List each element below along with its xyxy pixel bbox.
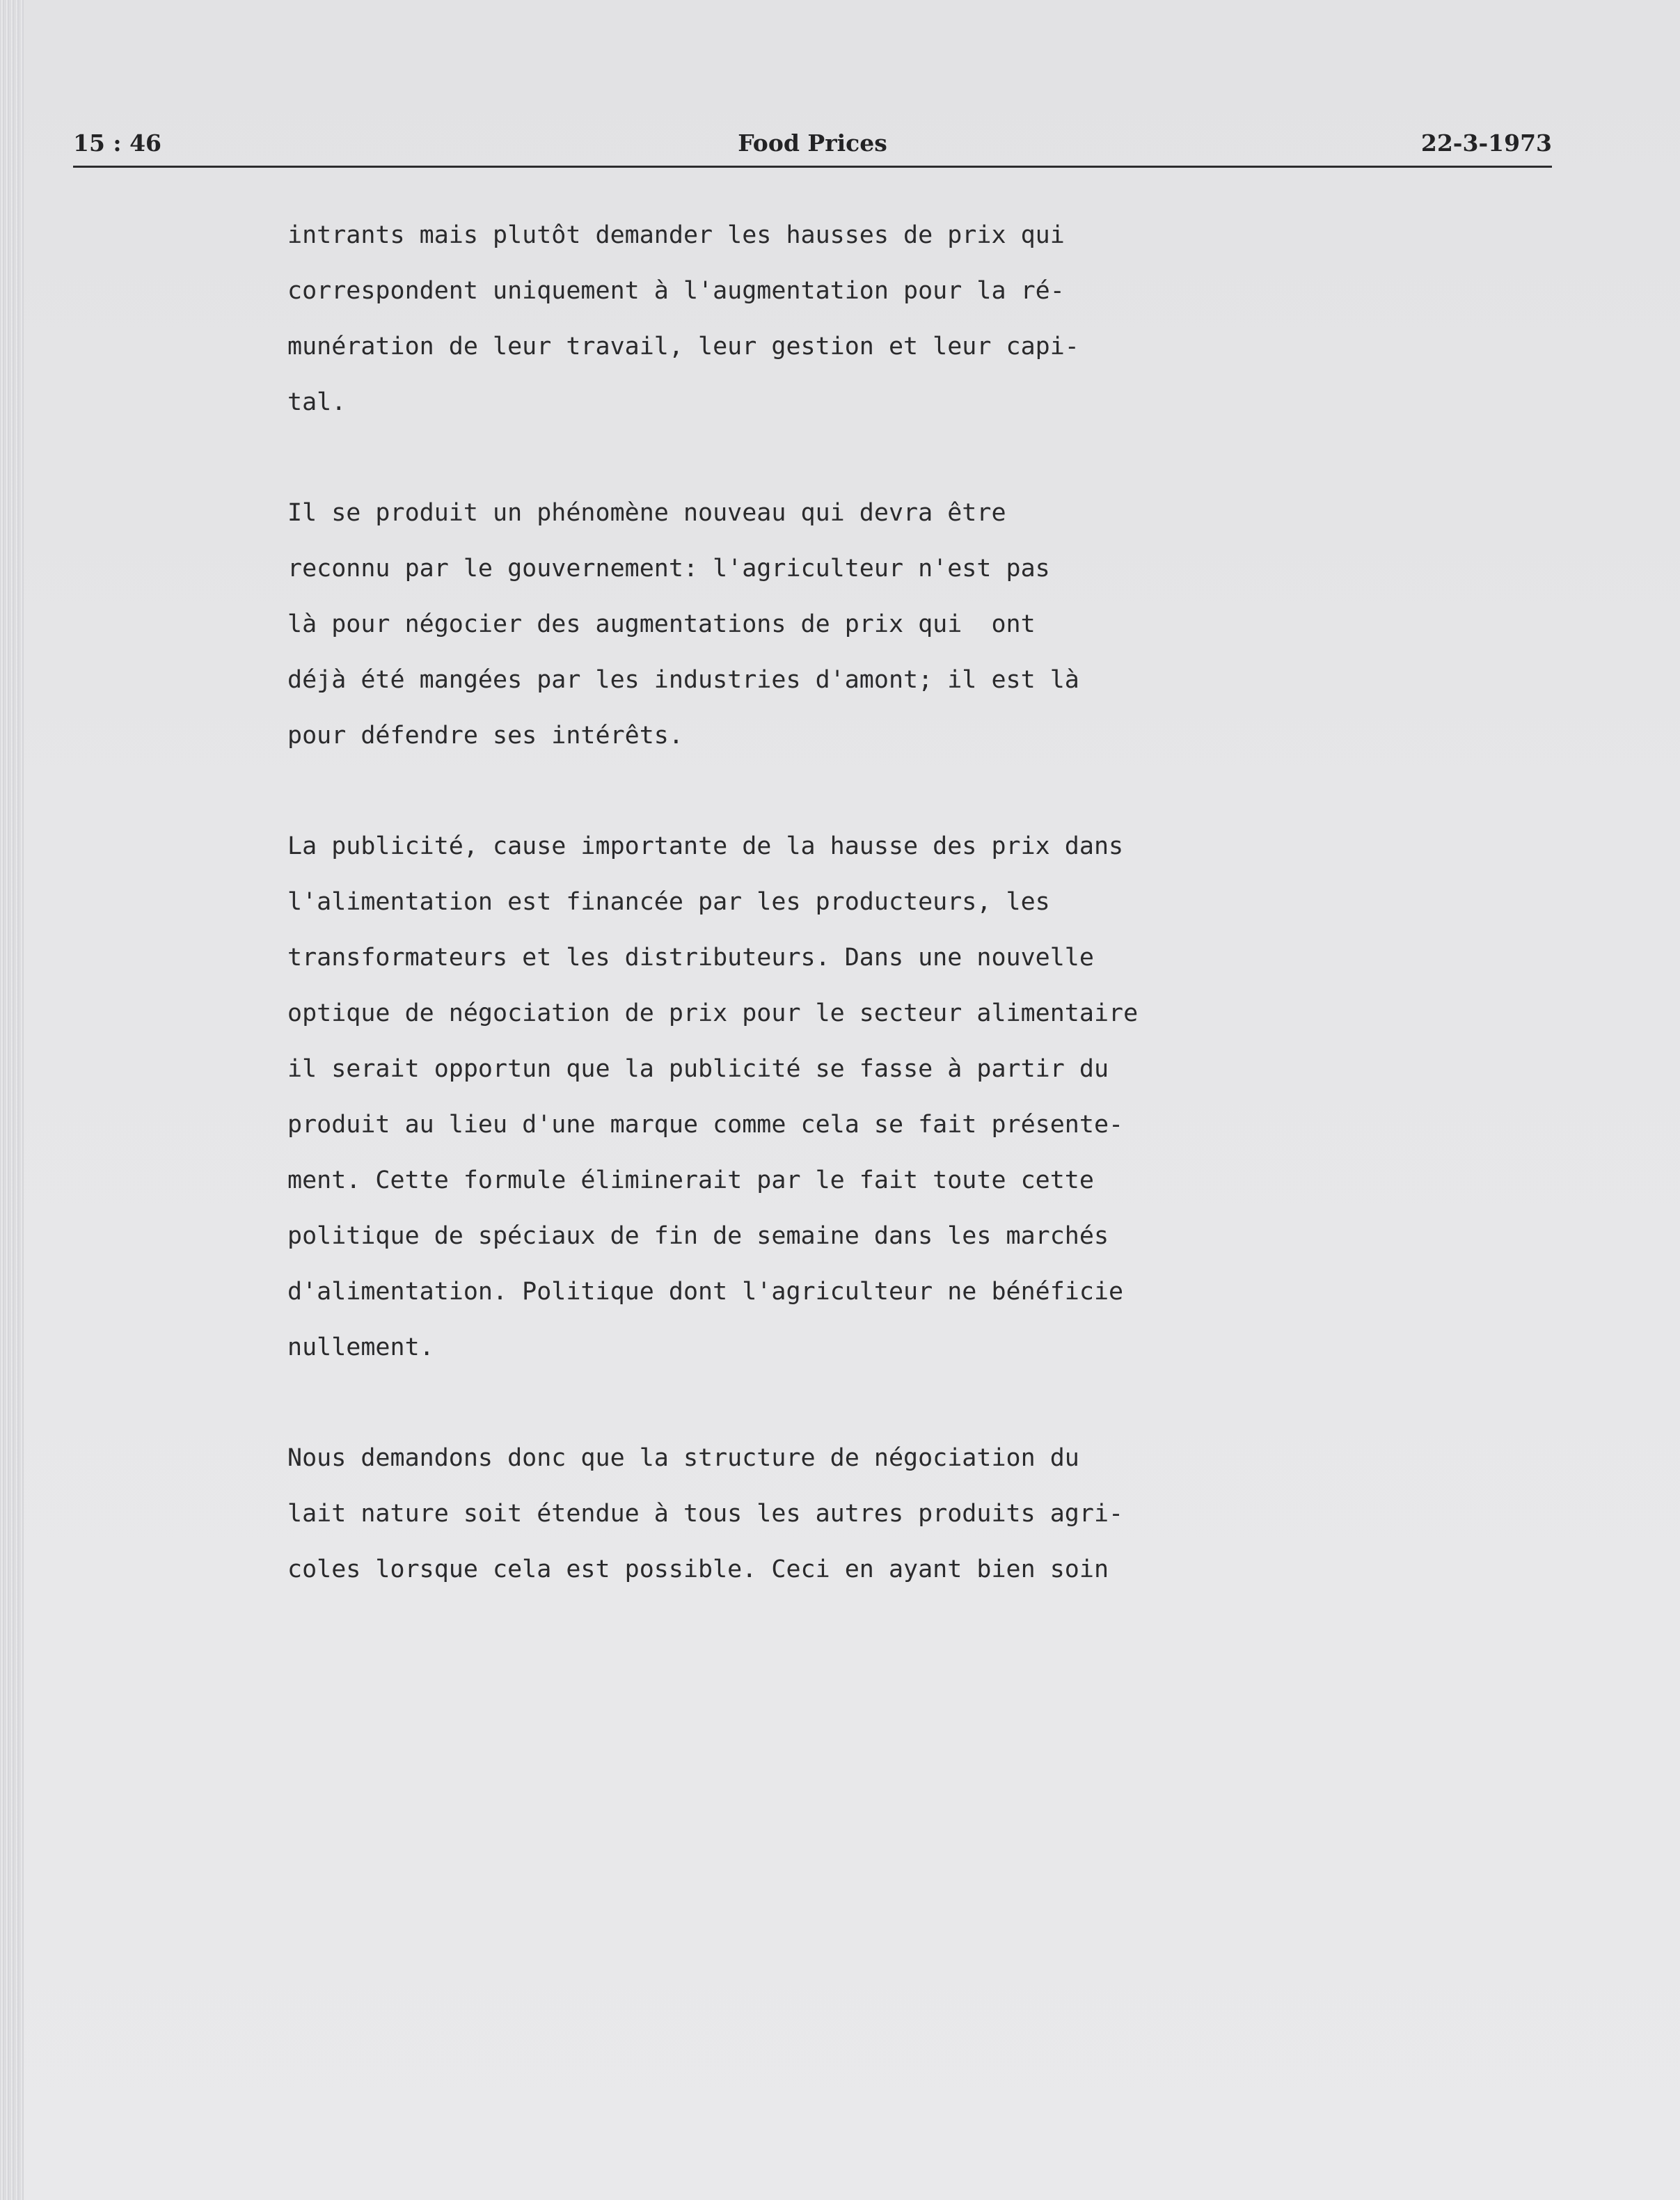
text-line: déjà été mangées par les industries d'amont; il est là (287, 666, 1079, 694)
text-line: tal. (287, 388, 347, 416)
text-line: correspondent uniquement à l'augmentation pour la ré- (287, 277, 1065, 305)
text-line: l'alimentation est financée par les producteurs, les (287, 888, 1050, 916)
page-stack-edge (0, 0, 24, 2200)
paragraph (287, 214, 1290, 437)
text-line: pour défendre ses intérêts. (287, 722, 683, 750)
text-line: là pour négocier des augmentations de prix qui ont (287, 610, 1036, 638)
text-line: produit au lieu d'une marque comme cela se fait présente- (287, 1111, 1124, 1139)
text-line: nullement. (287, 1334, 434, 1361)
text-line: d'alimentation. Politique dont l'agriculteur ne bénéficie (287, 1278, 1124, 1306)
text-line: coles lorsque cela est possible. Ceci en ayant bien soin (287, 1556, 1109, 1583)
paragraph-gap (287, 1382, 1290, 1437)
paragraph-gap (287, 770, 1290, 825)
text-line: optique de négociation de prix pour le secteur alimentaire (287, 999, 1139, 1027)
paragraph (287, 825, 1290, 1382)
text-line: il serait opportun que la publicité se fasse à partir du (287, 1055, 1109, 1083)
text-line: politique de spéciaux de fin de semaine dans les marchés (287, 1222, 1109, 1250)
page-number: 15 : 46 (73, 129, 162, 157)
paragraph (287, 1437, 1290, 1604)
running-title: Food Prices (738, 129, 887, 157)
page-header (73, 122, 1552, 168)
text-line: transformateurs et les distributeurs. Dans une nouvelle (287, 944, 1094, 972)
text-line: Nous demandons donc que la structure de négociation du (287, 1444, 1079, 1472)
text-line: ment. Cette formule éliminerait par le fait toute cette (287, 1166, 1094, 1194)
text-line: munération de leur travail, leur gestion et leur capi- (287, 333, 1079, 361)
paragraph (287, 492, 1290, 770)
text-line: lait nature soit étendue à tous les autres produits agri- (287, 1500, 1124, 1528)
paragraph-gap (287, 437, 1290, 492)
header-date: 22-3-1973 (1420, 129, 1552, 157)
text-line: intrants mais plutôt demander les hausses de prix qui (287, 221, 1065, 249)
body-text (287, 214, 1290, 1604)
text-line: reconnu par le gouvernement: l'agriculteur n'est pas (287, 555, 1050, 583)
text-line: La publicité, cause importante de la hausse des prix dans (287, 832, 1124, 860)
text-line: Il se produit un phénomène nouveau qui devra être (287, 499, 1006, 527)
